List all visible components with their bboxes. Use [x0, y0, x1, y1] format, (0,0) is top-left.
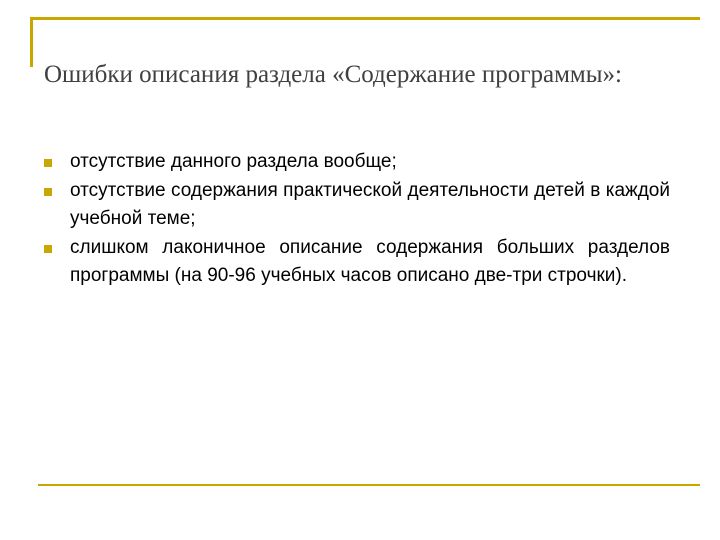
- slide-title: Ошибки описания раздела «Содержание программы»:: [44, 61, 622, 88]
- list-item: [44, 234, 670, 291]
- list-item: [44, 148, 670, 177]
- top-decorative-rule: [30, 17, 700, 20]
- square-bullet-icon: [44, 159, 52, 167]
- bullet-text: отсутствие содержания практической деятельности детей в каждой учебной теме;: [70, 179, 670, 229]
- bullet-list: [44, 148, 670, 291]
- square-bullet-icon: [44, 188, 52, 196]
- bottom-decorative-rule: [38, 484, 700, 486]
- square-bullet-icon: [44, 245, 52, 253]
- bullet-text: отсутствие данного раздела вообще;: [70, 151, 397, 172]
- list-item: [44, 177, 670, 234]
- bullet-text: слишком лаконичное описание содержания больших разделов программы (на 90-96 учебных часов описано две-три строчки).: [70, 236, 670, 286]
- left-decorative-rule: [30, 17, 33, 67]
